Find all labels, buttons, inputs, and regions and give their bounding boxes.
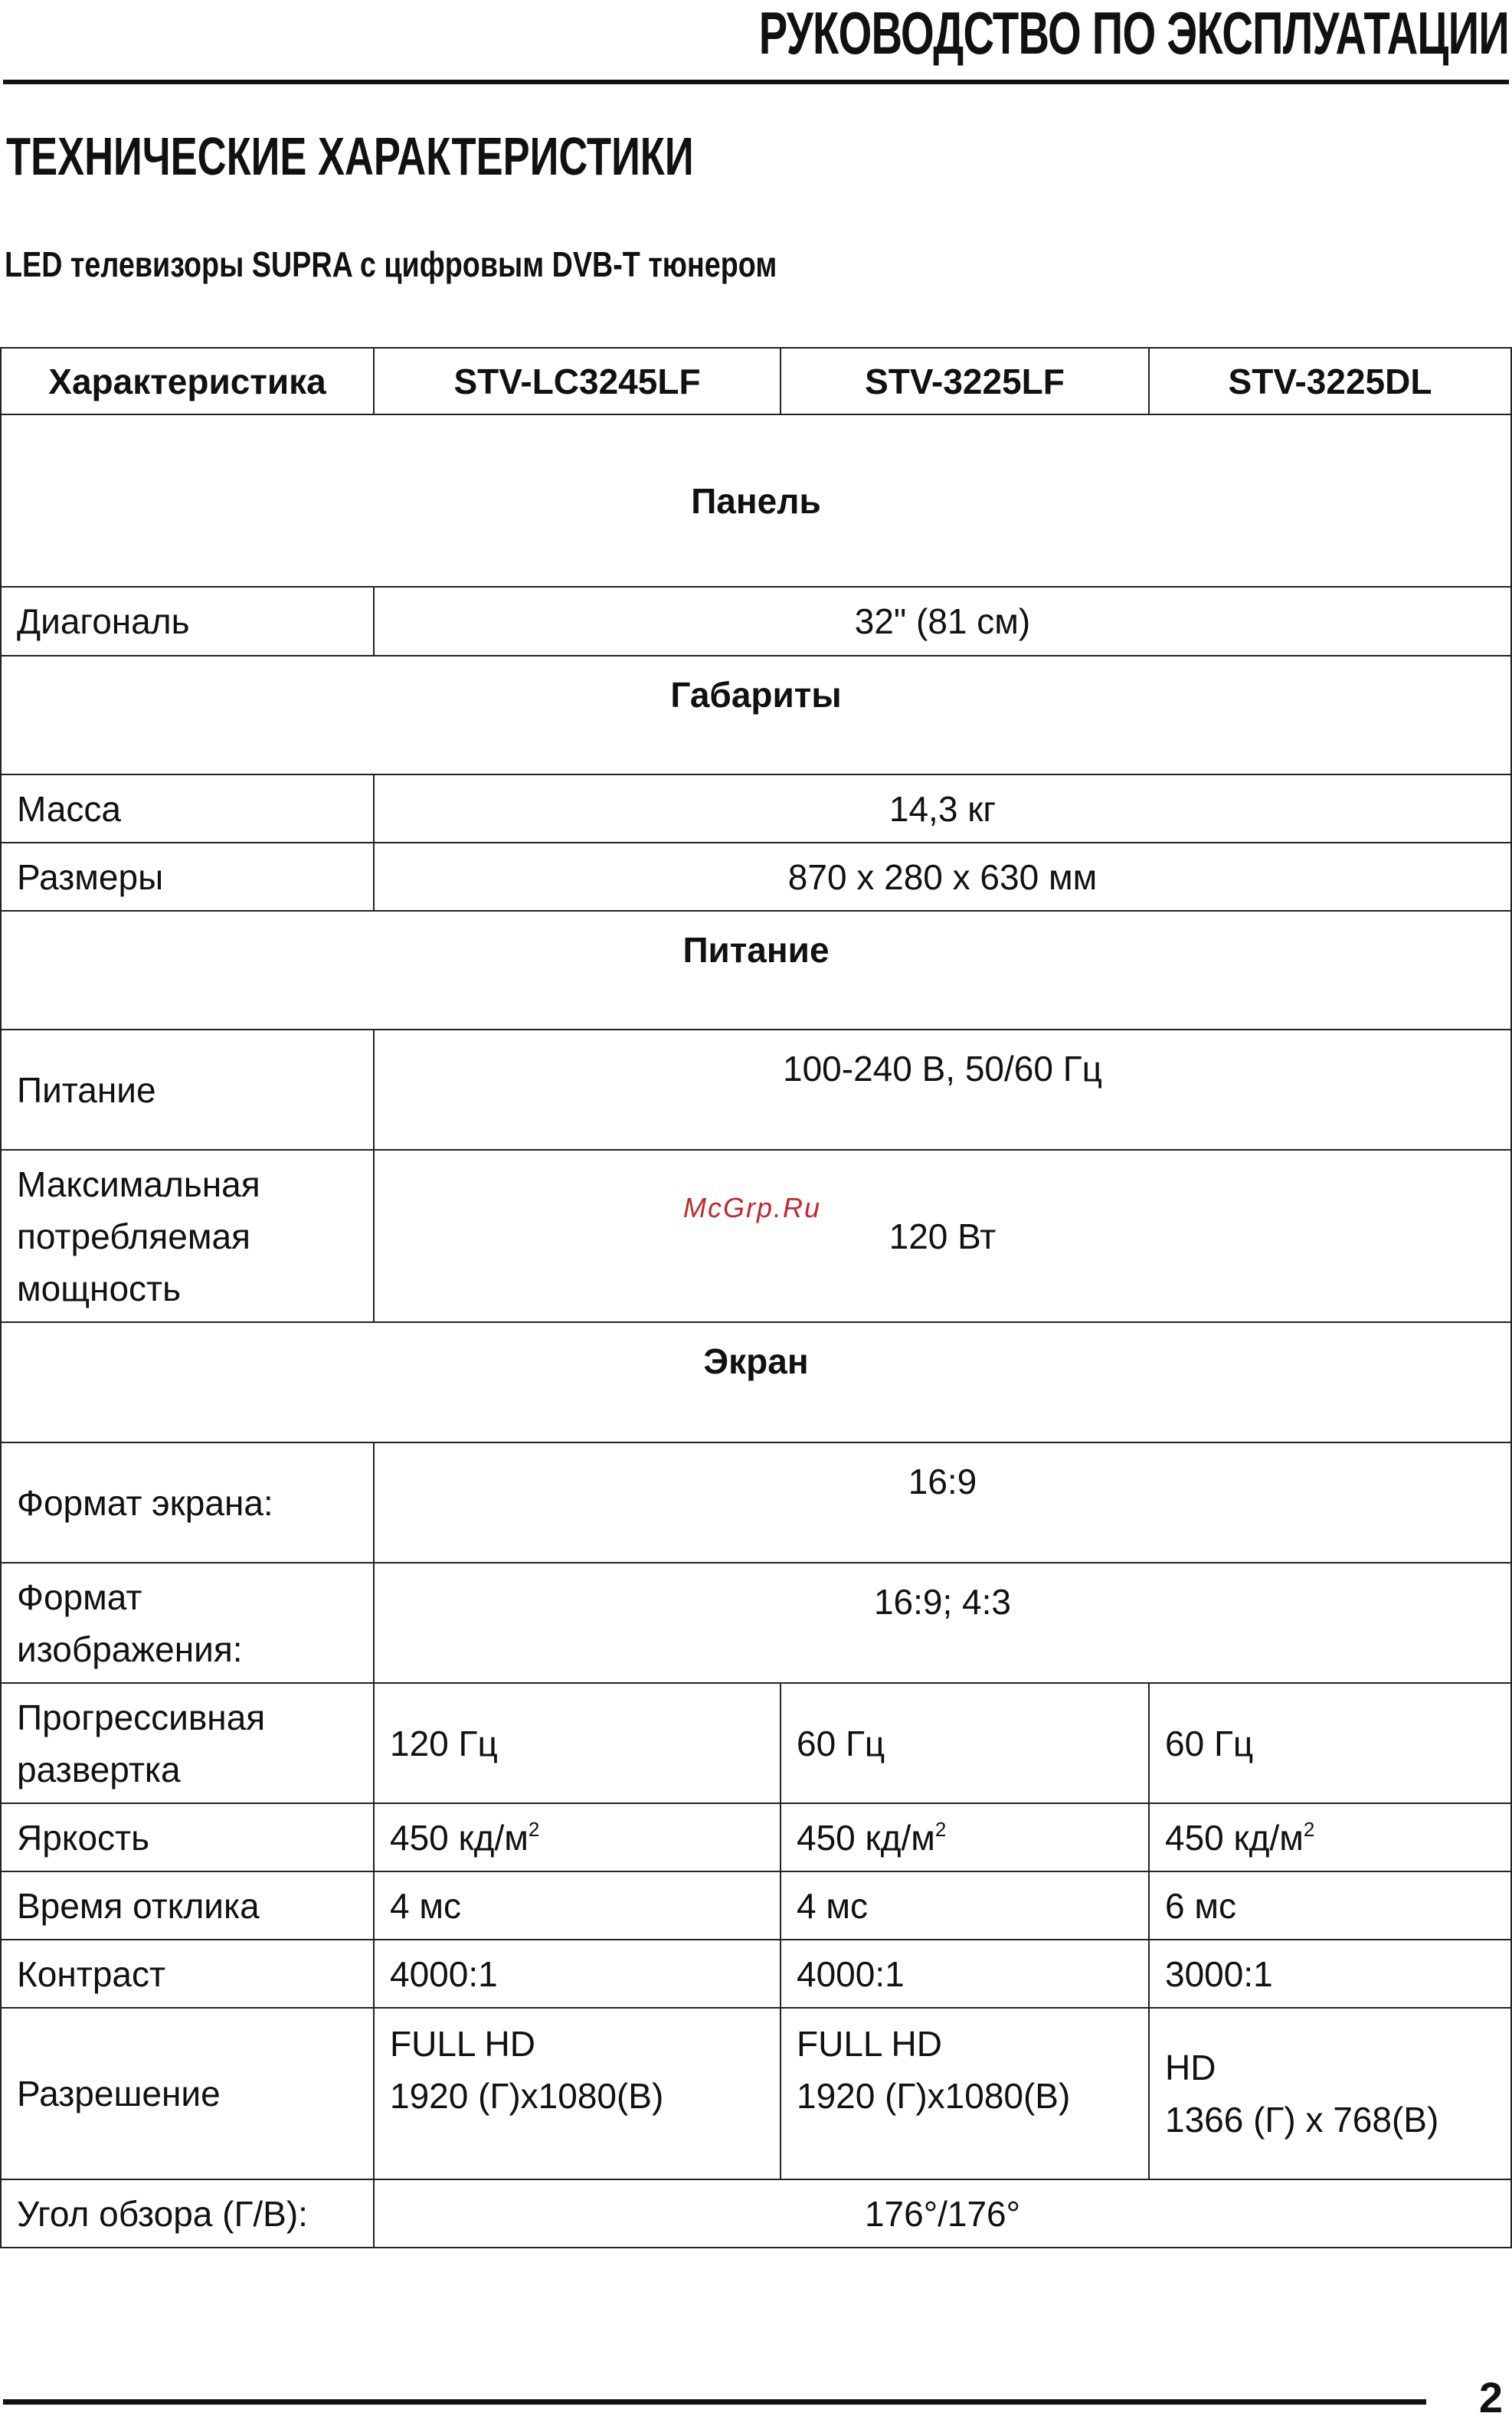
row-label-mass: Масса	[1, 774, 374, 843]
header-characteristic: Характеристика	[1, 348, 374, 414]
table-row	[1, 2008, 1511, 2179]
group-heading-screen: Экран	[1, 1322, 1511, 1442]
cell-progressive-model-3: 60 Гц	[1149, 1683, 1511, 1803]
cell-contrast-model-2: 4000:1	[781, 1940, 1149, 2008]
table-row	[1, 1150, 1511, 1322]
table-row	[1, 2179, 1511, 2248]
watermark-text: McGrp.Ru	[683, 1192, 822, 1223]
table-row	[1, 1940, 1511, 2008]
table-row	[1, 843, 1511, 911]
row-label-diagonal: Диагональ	[1, 587, 374, 656]
label-line: потребляемая	[17, 1216, 250, 1256]
cell-resolution-model-3: HD 1366 (Г) x 768(В)	[1149, 2008, 1511, 2179]
row-value-max-power: 120 Вт	[374, 1150, 1511, 1322]
row-label-response: Время отклика	[1, 1871, 374, 1940]
section-title: ТЕХНИЧЕСКИЕ ХАРАКТЕРИСТИКИ	[6, 126, 694, 186]
header-model-3: STV-3225DL	[1149, 348, 1511, 414]
cell-response-model-1: 4 мс	[374, 1871, 781, 1940]
group-row-screen	[1, 1322, 1511, 1442]
page-header-title: РУКОВОДСТВО ПО ЭКСПЛУАТАЦИИ	[758, 0, 1509, 67]
row-value-image-format: 16:9; 4:3	[374, 1563, 1511, 1683]
table-row	[1, 587, 1511, 656]
table-row	[1, 1683, 1511, 1803]
table-row	[1, 1030, 1511, 1150]
page-number: 2	[1478, 2373, 1503, 2421]
group-heading-power: Питание	[1, 911, 1511, 1030]
row-label-image-format: Формат изображения:	[1, 1563, 374, 1683]
table-row	[1, 1442, 1511, 1563]
footer-divider	[3, 2399, 1426, 2405]
cell-brightness-model-1: 450 $кд/м^2$	[374, 1803, 781, 1871]
cell-resolution-model-2: FULL HD 1920 (Г)x1080(В)	[781, 2008, 1149, 2179]
group-row-panel	[1, 414, 1511, 587]
group-row-dimensions	[1, 656, 1511, 774]
cell-brightness-model-2: 450 $кд/м^2$	[781, 1803, 1149, 1871]
label-line: Прогрессивная	[17, 1697, 266, 1737]
row-value-size: 870 x 280 x 630 мм	[374, 843, 1511, 911]
header-model-1: STV-LC3245LF	[374, 348, 781, 414]
cell-response-model-2: 4 мс	[781, 1871, 1149, 1940]
specifications-table	[0, 347, 1512, 2248]
cell-progressive-model-1: 120 Гц	[374, 1683, 781, 1803]
label-line: развертка	[17, 1749, 181, 1789]
table-row	[1, 1563, 1511, 1683]
row-value-supply: 100-240 В, 50/60 Гц	[374, 1030, 1511, 1150]
cell-contrast-model-1: 4000:1	[374, 1940, 781, 2008]
row-value-screen-format: 16:9	[374, 1442, 1511, 1563]
table-row	[1, 774, 1511, 843]
row-label-contrast: Контраст	[1, 1940, 374, 2008]
cell-brightness-model-3: 450 $кд/м^2$	[1149, 1803, 1511, 1871]
header-model-2: STV-3225LF	[781, 348, 1149, 414]
row-label-resolution: Разрешение	[1, 2008, 374, 2179]
table-row	[1, 1803, 1511, 1871]
table-header-row	[1, 348, 1511, 414]
cell-contrast-model-3: 3000:1	[1149, 1940, 1511, 2008]
row-label-size: Размеры	[1, 843, 374, 911]
cell-progressive-model-2: 60 Гц	[781, 1683, 1149, 1803]
table-row	[1, 1871, 1511, 1940]
row-label-supply: Питание	[1, 1030, 374, 1150]
row-value-viewing-angle: 176°/176°	[374, 2179, 1511, 2248]
group-row-power	[1, 911, 1511, 1030]
cell-response-model-3: 6 мс	[1149, 1871, 1511, 1940]
cell-resolution-model-1: FULL HD 1920 (Г)x1080(В)	[374, 2008, 781, 2179]
row-value-mass: 14,3 кг	[374, 774, 1511, 843]
label-line: Максимальная	[17, 1164, 260, 1204]
section-subtitle: LED телевизоры SUPRA с цифровым DVB-T тюнером	[5, 244, 777, 284]
row-value-diagonal: 32" (81 см)	[374, 587, 1511, 656]
row-label-max-power	[1, 1150, 374, 1322]
row-label-progressive	[1, 1683, 374, 1803]
row-label-screen-format: Формат экрана:	[1, 1442, 374, 1563]
header-divider	[3, 80, 1509, 84]
group-heading-dimensions: Габариты	[1, 656, 1511, 774]
row-label-brightness: Яркость	[1, 1803, 374, 1871]
group-heading-panel: Панель	[1, 414, 1511, 587]
label-line: мощность	[17, 1268, 182, 1308]
row-label-viewing-angle: Угол обзора (Г/В):	[1, 2179, 374, 2248]
